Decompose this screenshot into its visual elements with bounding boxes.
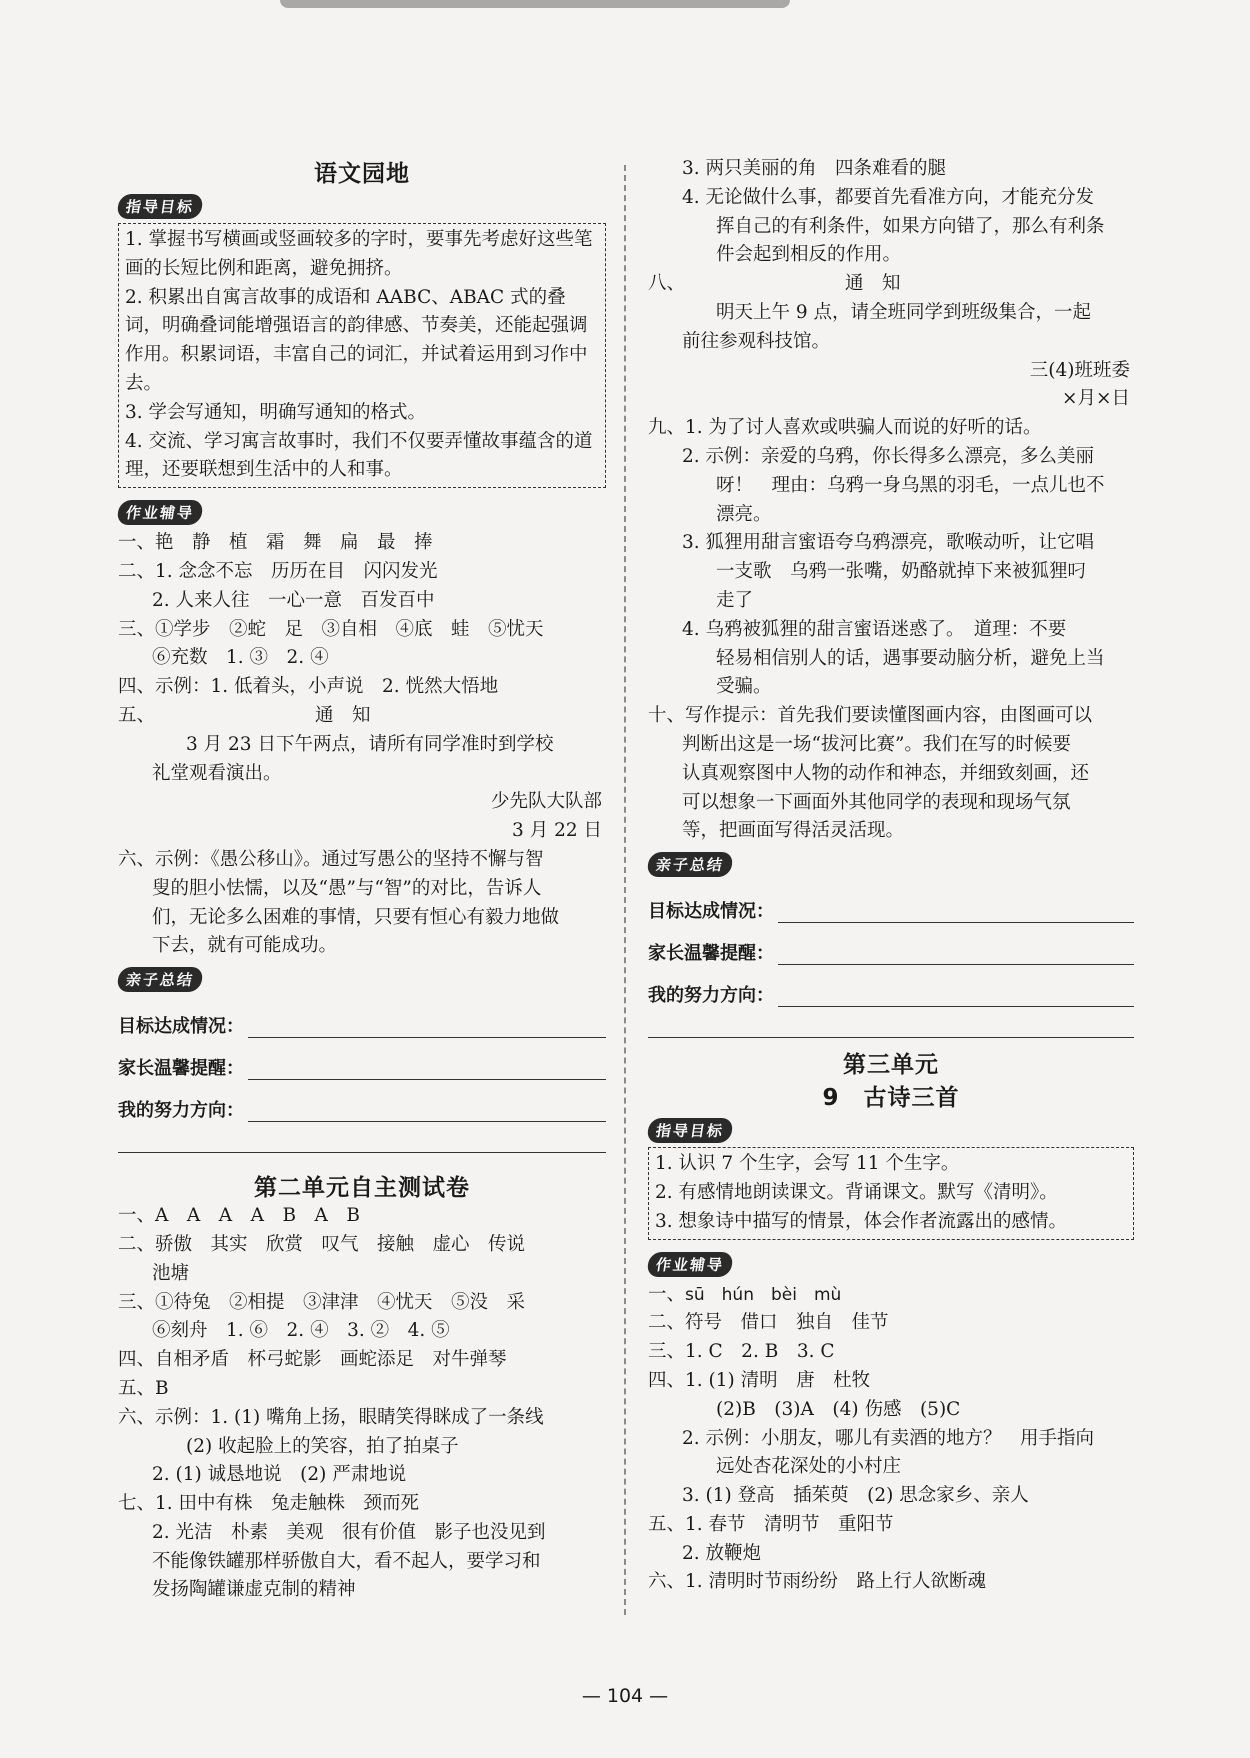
pinyin-answer: sū hún bèi mù <box>685 1284 842 1305</box>
answer-line: 六、示例：1. (1) 嘴角上扬，眼睛笑得眯成了一条线 <box>118 1406 544 1428</box>
notice-header <box>648 270 1134 299</box>
answer-line: ⑥刻舟 1. ⑥ 2. ④ 3. ② 4. ⑤ <box>152 1320 450 1342</box>
answer-line: 一、A A A A B A B <box>118 1205 360 1227</box>
lesson-title: 9 古诗三首 <box>822 1085 960 1112</box>
guide-item: 3. 想象诗中描写的情景，体会作者流露出的感情。 <box>655 1210 1068 1232</box>
section-title-unit2-test: 第二单元自主测试卷 <box>254 1175 470 1202</box>
tip-label: 家长温馨提醒： <box>648 943 774 965</box>
guide-badge: 指导目标 <box>116 194 204 219</box>
notice-date: 3 月 22 日 <box>512 820 602 842</box>
answer-line: 3. (1) 登高 插茱萸 (2) 思念家乡、亲人 <box>682 1485 1029 1507</box>
answer-line: 4. 无论做什么事，都要首先看准方向，才能充分发 <box>682 186 1095 208</box>
answer-line: 七、1. 田中有株 兔走触株 颈而死 <box>118 1493 420 1515</box>
answer-line: 发扬陶罐谦虚克制的精神 <box>152 1579 356 1601</box>
answer-line: 九、1. 为了讨人喜欢或哄骗人而说的好听的话。 <box>648 417 1042 439</box>
answer-line: 可以想象一下画面外其他同学的表现和现场气氛 <box>682 791 1071 813</box>
effort-label: 我的努力方向： <box>648 985 774 1007</box>
answer-line: 2. 示例：亲爱的乌鸦，你长得多么漂亮，多么美丽 <box>682 445 1095 467</box>
answer-line: 呀！ 理由：乌鸦一身乌黑的羽毛，一点儿也不 <box>716 474 1105 496</box>
section-title-yuwen-yuandi: 语文园地 <box>314 161 410 187</box>
answer-line: 四、示例：1. 低着头，小声说 2. 恍然大悟地 <box>118 676 499 698</box>
answer-line: 池塘 <box>152 1262 190 1284</box>
notice-signature: 少先队大队部 <box>490 791 602 813</box>
answer-line: 六、1. 清明时节雨纷纷 路上行人欲断魂 <box>648 1571 987 1593</box>
blank-line[interactable] <box>118 1122 606 1153</box>
answer-line: 走了 <box>716 589 754 611</box>
tip-field[interactable] <box>648 935 1134 965</box>
answer-number: 五、 <box>118 704 156 726</box>
answer-line: 不能像铁罐那样骄傲自大，看不起人，要学习和 <box>152 1550 541 1572</box>
notice-header <box>118 702 606 731</box>
answer-number: 一、 <box>648 1283 686 1305</box>
answer-line: 远处杏花深处的小村庄 <box>716 1456 902 1478</box>
answer-line: (2) 收起脸上的笑容，拍了拍桌子 <box>186 1435 459 1457</box>
answer-line <box>648 1281 1134 1310</box>
answer-line: 五、1. 春节 清明节 重阳节 <box>648 1513 894 1535</box>
answer-line: 二、骄傲 其实 欣赏 叹气 接触 虚心 传说 <box>118 1233 526 1255</box>
goal-underline <box>778 921 1134 923</box>
answer-line: 3. 两只美丽的角 四条难看的腿 <box>682 158 947 179</box>
guide-item: 3. 学会写通知，明确写通知的格式。 <box>125 401 427 423</box>
answer-line: 件会起到相反的作用。 <box>716 244 902 266</box>
guide-badge: 指导目标 <box>646 1118 734 1143</box>
answer-line: 们，无论多么困难的事情，只要有恒心有毅力地做 <box>152 906 560 928</box>
homework-badge: 作业辅导 <box>646 1252 734 1277</box>
unit-title: 第三单元 <box>843 1052 939 1079</box>
guide-item: 1. 认识 7 个生字，会写 11 个生字。 <box>655 1153 960 1175</box>
guide-item: 2. 积累出自寓言故事的成语和 AABC、ABAC 式的叠词，明确叠词能增强语言的韵律感、节奏美，还能起强调作用。积累词语，丰富自己的词汇，并试着运用到习作中去。 <box>125 286 588 394</box>
goal-field[interactable] <box>648 893 1134 923</box>
scan-edge <box>280 0 790 8</box>
answer-line: 2. (1) 诚恳地说 (2) 严肃地说 <box>152 1464 407 1486</box>
answer-line: 2. 人来人往 一心一意 百发百中 <box>152 589 435 611</box>
goal-field[interactable] <box>118 1008 606 1038</box>
answer-line: 前往参观科技馆。 <box>682 330 831 352</box>
answer-line: 一支歌 乌鸦一张嘴，奶酪就掉下来被狐狸叼 <box>716 561 1087 583</box>
effort-underline <box>248 1120 606 1122</box>
answer-number: 八、 <box>648 273 686 295</box>
guide-item: 4. 交流、学习寓言故事时，我们不仅要弄懂故事蕴含的道理，还要联想到生活中的人和事。 <box>125 430 593 481</box>
guide-box <box>648 1147 1134 1239</box>
homework-badge: 作业辅导 <box>116 500 204 525</box>
tip-underline <box>248 1078 606 1080</box>
answer-line: 明天上午 9 点，请全班同学到班级集合，一起 <box>716 301 1092 323</box>
effort-underline <box>778 1005 1134 1007</box>
column-divider <box>624 165 626 1615</box>
answer-line: 二、1. 念念不忘 历历在目 闪闪发光 <box>118 560 438 582</box>
answer-line: 四、自相矛盾 杯弓蛇影 画蛇添足 对牛弹琴 <box>118 1349 507 1371</box>
answer-line: 下去，就有可能成功。 <box>152 935 338 957</box>
answer-line: 3. 狐狸用甜言蜜语夸乌鸦漂亮，歌喉动听，让它唱 <box>682 532 1095 554</box>
effort-field[interactable] <box>118 1092 606 1122</box>
right-column <box>648 155 1134 1597</box>
answer-line: 等，把画面写得活灵活现。 <box>682 820 905 842</box>
answer-line: 三、1. C 2. B 3. C <box>648 1341 835 1363</box>
effort-label: 我的努力方向： <box>118 1100 244 1122</box>
answer-line: 认真观察图中人物的动作和神态，并细致刻画，还 <box>682 762 1090 784</box>
guide-item: 2. 有感情地朗读课文。背诵课文。默写《清明》。 <box>655 1181 1058 1203</box>
effort-field[interactable] <box>648 977 1134 1007</box>
answer-line: 叟的胆小怯懦，以及“愚”与“智”的对比，告诉人 <box>152 877 542 899</box>
answer-line: 四、1. (1) 清明 唐 杜牧 <box>648 1369 871 1391</box>
guide-item: 1. 掌握书写横画或竖画较多的字时，要事先考虑好这些笔画的长短比例和距离，避免拥挤。 <box>125 229 593 279</box>
tip-underline <box>778 963 1134 965</box>
page-number: — 104 — <box>581 1685 669 1707</box>
answer-line: 三、①待兔 ②相提 ③津津 ④忧天 ⑤没 采 <box>118 1291 526 1313</box>
answer-line: 漂亮。 <box>716 503 772 525</box>
answer-line: 2. 光洁 朴素 美观 很有价值 影子也没见到 <box>152 1521 546 1543</box>
tip-field[interactable] <box>118 1050 606 1080</box>
blank-line[interactable] <box>648 1007 1134 1038</box>
answer-line: 2. 示例：小朋友，哪儿有卖酒的地方？ 用手指向 <box>682 1427 1095 1449</box>
answer-line: 受骗。 <box>716 676 772 698</box>
answer-line: 礼堂观看演出。 <box>152 762 282 784</box>
notice-title: 通 知 <box>845 273 901 295</box>
answer-line: 轻易相信别人的话，遇事要动脑分析，避免上当 <box>716 647 1105 669</box>
goal-label: 目标达成情况： <box>118 1016 244 1038</box>
tip-label: 家长温馨提醒： <box>118 1058 244 1080</box>
guide-box <box>118 223 606 488</box>
answer-line: 二、符号 借口 独自 佳节 <box>648 1312 889 1334</box>
answer-line: 3 月 23 日下午两点，请所有同学准时到学校 <box>186 733 554 755</box>
answer-line: (2)B (3)A (4) 伤感 (5)C <box>716 1398 961 1420</box>
notice-signature: 三(4)班班委 <box>1029 359 1130 381</box>
answer-line: 判断出这是一场“拔河比赛”。我们在写的时候要 <box>682 733 1071 755</box>
answer-line: 十、写作提示：首先我们要读懂图画内容，由图画可以 <box>648 705 1093 727</box>
answer-line: ⑥充数 1. ③ 2. ④ <box>152 647 329 669</box>
summary-badge: 亲子总结 <box>116 967 204 992</box>
answer-line: 挥自己的有利条件，如果方向错了，那么有利条 <box>716 215 1105 237</box>
notice-date: ×月×日 <box>1061 388 1130 410</box>
answer-line: 2. 放鞭炮 <box>682 1542 762 1564</box>
left-column <box>118 155 606 1605</box>
summary-badge: 亲子总结 <box>646 852 734 877</box>
answer-line: 三、①学步 ②蛇 足 ③自相 ④底 蛙 ⑤忧天 <box>118 618 544 640</box>
notice-title: 通 知 <box>315 704 371 726</box>
answer-line: 一、艳 静 植 霜 舞 扁 最 捧 <box>118 532 433 554</box>
goal-underline <box>248 1036 606 1038</box>
answer-line: 六、示例：《愚公移山》。通过写愚公的坚持不懈与智 <box>118 848 544 870</box>
answer-line: 4. 乌鸦被狐狸的甜言蜜语迷惑了。 道理：不要 <box>682 618 1067 640</box>
answer-line: 五、B <box>118 1377 169 1399</box>
goal-label: 目标达成情况： <box>648 901 774 923</box>
